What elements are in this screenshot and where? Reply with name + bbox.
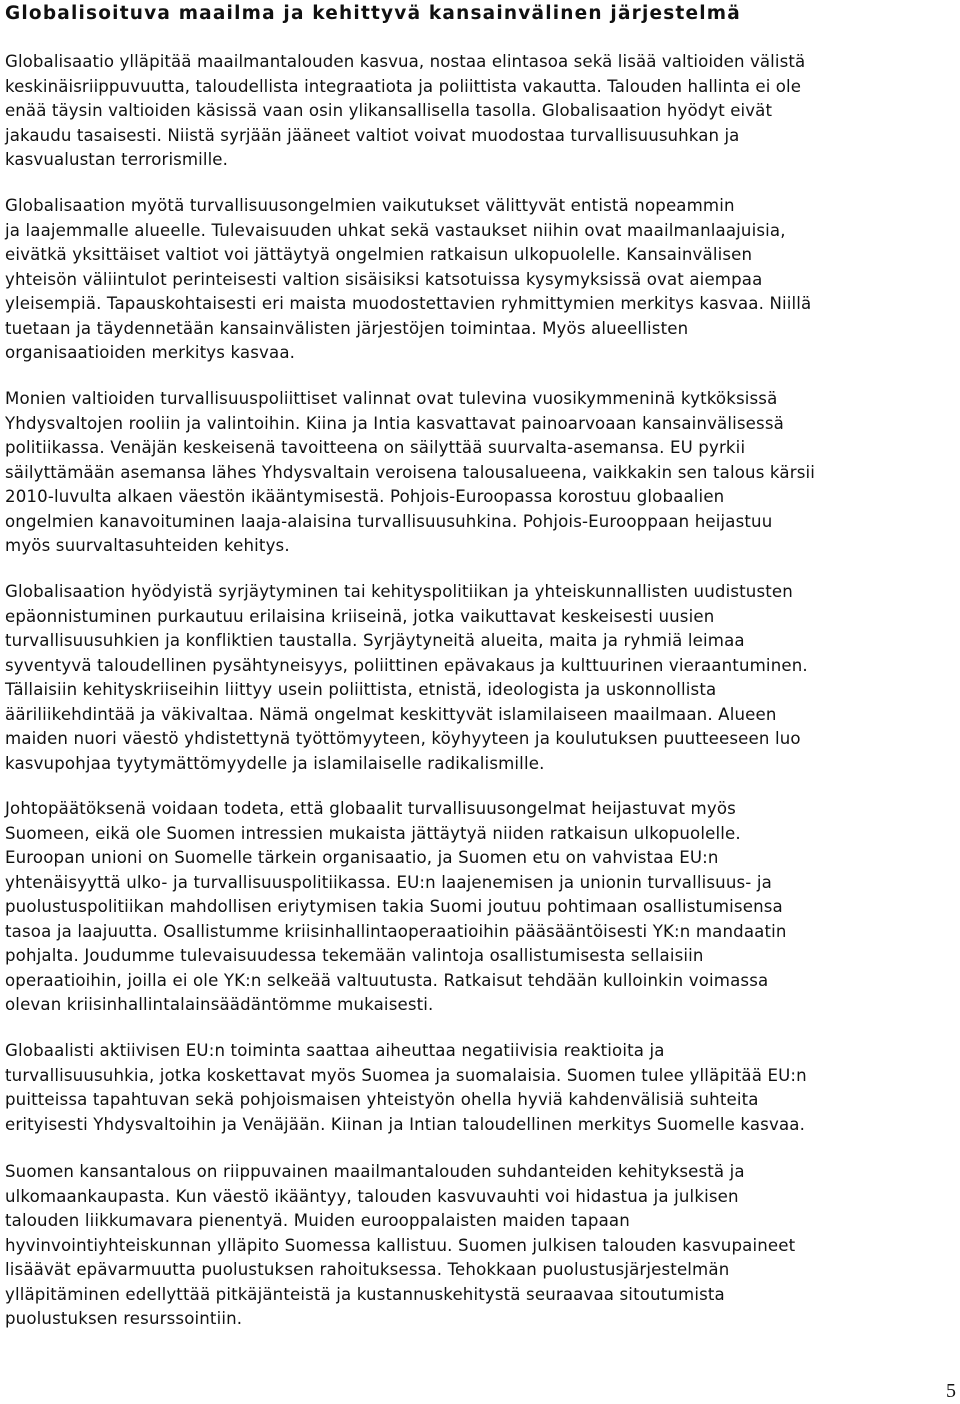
page-number: 5	[946, 1380, 956, 1402]
paragraph-4: Globalisaation hyödyistä syrjäytyminen tai kehityspolitiikan ja yhteiskunnallisten uudistusten epäonnistuminen purkautuu erilaisina kriiseinä, jotka vaikuttavat keskeisesti uusien turvallisuusuhkien ja konfliktien taustalla. Syrjäytyneitä alueita, maita ja ryhmiä leimaa syventyvä taloudellinen pysähtyneisyys, poliittinen epävakaus ja kulttuurinen vieraantuminen. Tällaisiin kehityskriiseihin liittyy usein poliittista, etnistä, ideologista ja uskonnollista ääriliikehdintää ja väkivaltaa. Nämä ongelmat keskittyvät islamilaiseen maailmaan. Alueen maiden nuori väestö yhdistettynä työttömyyteen, köyhyyteen ja koulutuksen puutteeseen luo kasvupohjaa tyytymättömyydelle ja islamilaiselle radikalismille.	[5, 582, 808, 773]
paragraph-1: Globalisaatio ylläpitää maailmantalouden kasvua, nostaa elintasoa sekä lisää valtioiden välistä keskinäisriippuvuutta, taloudellista integraatiota ja poliittista vakautta. Talouden hallinta ei ole enää täysin valtioiden käsissä vaan osin ylikansallisella tasolla. Globalisaation hyödyt eivät jakaudu tasaisesti. Niistä syrjään jääneet valtiot voivat muodostaa turvallisuusuhkan ja kasvualustan terrorismille.	[5, 52, 806, 169]
paragraph-5: Johtopäätöksenä voidaan todeta, että globaalit turvallisuusongelmat heijastuvat myös Suomeen, eikä ole Suomen intressien mukaista jättäytyä niiden ratkaisun ulkopuolelle. Euroopan unioni on Suomelle tärkein organisaatio, ja Suomen etu on vahvistaa EU:n yhtenäisyyttä ulko- ja turvallisuuspolitiikassa. EU:n laajenemisen ja unionin turvallisuus- ja puolustuspolitiikan mahdollisen eriytymisen takia Suomi joutuu pohtimaan osallistumisensa tasoa ja laajuutta. Osallistumme kriisinhallintaoperaatioihin pääsääntöisesti YK:n mandaatin pohjalta. Joudumme tulevaisuudessa tekemään valintoja osallistumisesta sellaisiin operaatioihin, joilla ei ole YK:n selkeää valtuutusta. Ratkaisut tehdään kulloinkin voimassa olevan kriisinhallintalainsäädäntömme mukaisesti.	[5, 799, 787, 1014]
paragraph-2: Globalisaation myötä turvallisuusongelmien vaikutukset välittyvät entistä nopeammin ja laajemmalle alueelle. Tulevaisuuden uhkat sekä vastaukset niihin ovat maailmanlaajuisia, eivätkä yksittäiset valtiot voi jättäytyä ongelmien ratkaisun ulkopuolelle. Kansainvälisen yhteisön väliintulot perinteisesti valtion sisäisiksi katsotuissa kysymyksissä ovat aiempaa yleisempiä. Tapauskohtaisesti eri maista muodostettavien ryhmittymien merkitys kasvaa. Niillä tuetaan ja täydennetään kansainvälisten järjestöjen toimintaa. Myös alueellisten organisaatioiden merkitys kasvaa.	[5, 196, 812, 362]
document-page	[5, 0, 957, 1328]
paragraph-7: Suomen kansantalous on riippuvainen maailmantalouden suhdanteiden kehityksestä ja ulkomaankaupasta. Kun väestö ikääntyy, talouden kasvuvauhti voi hidastua ja julkisen talouden liikkumavara pienentyä. Muiden eurooppalaisten maiden tapaan hyvinvointiyhteiskunnan ylläpito Suomessa kallistuu. Suomen julkisen talouden kasvupaineet lisäävät epävarmuutta puolustuksen rahoituksessa. Tehokkaan puolustusjärjestelmän ylläpitäminen edellyttää pitkäjänteistä ja kustannuskehitystä seuraavaa sitoutumista puolustuksen resurssointiin.	[5, 1162, 796, 1328]
page-title: Globalisoituva maailma ja kehittyvä kansainvälinen järjestelmä	[5, 3, 741, 24]
paragraph-3: Monien valtioiden turvallisuuspoliittiset valinnat ovat tulevina vuosikymmeninä kytköksissä Yhdysvaltojen rooliin ja valintoihin. Kiina ja Intia kasvattavat painoarvoaan kansainvälisessä politiikassa. Venäjän keskeisenä tavoitteena on säilyttää suurvalta-asemansa. EU pyrkii säilyttämään asemansa lähes Yhdysvaltain veroisena talousalueena, vaikkakin sen talous kärsii 2010-luvulta alkaen väestön ikääntymisestä. Pohjois-Euroopassa korostuu globaalien ongelmien kanavoituminen laaja-alaisina turvallisuusuhkina. Pohjois-Eurooppaan heijastuu myös suurvaltasuhteiden kehitys.	[5, 389, 816, 555]
paragraph-6: Globaalisti aktiivisen EU:n toiminta saattaa aiheuttaa negatiivisia reaktioita ja turvallisuusuhkia, jotka koskettavat myös Suomea ja suomalaisia. Suomen tulee ylläpitää EU:n puitteissa tapahtuvan sekä pohjoismaisen yhteistyön ohella hyviä kahdenvälisiä suhteita erityisesti Yhdysvaltoihin ja Venäjään. Kiinan ja Intian taloudellinen merkitys Suomelle kasvaa.	[5, 1041, 807, 1134]
